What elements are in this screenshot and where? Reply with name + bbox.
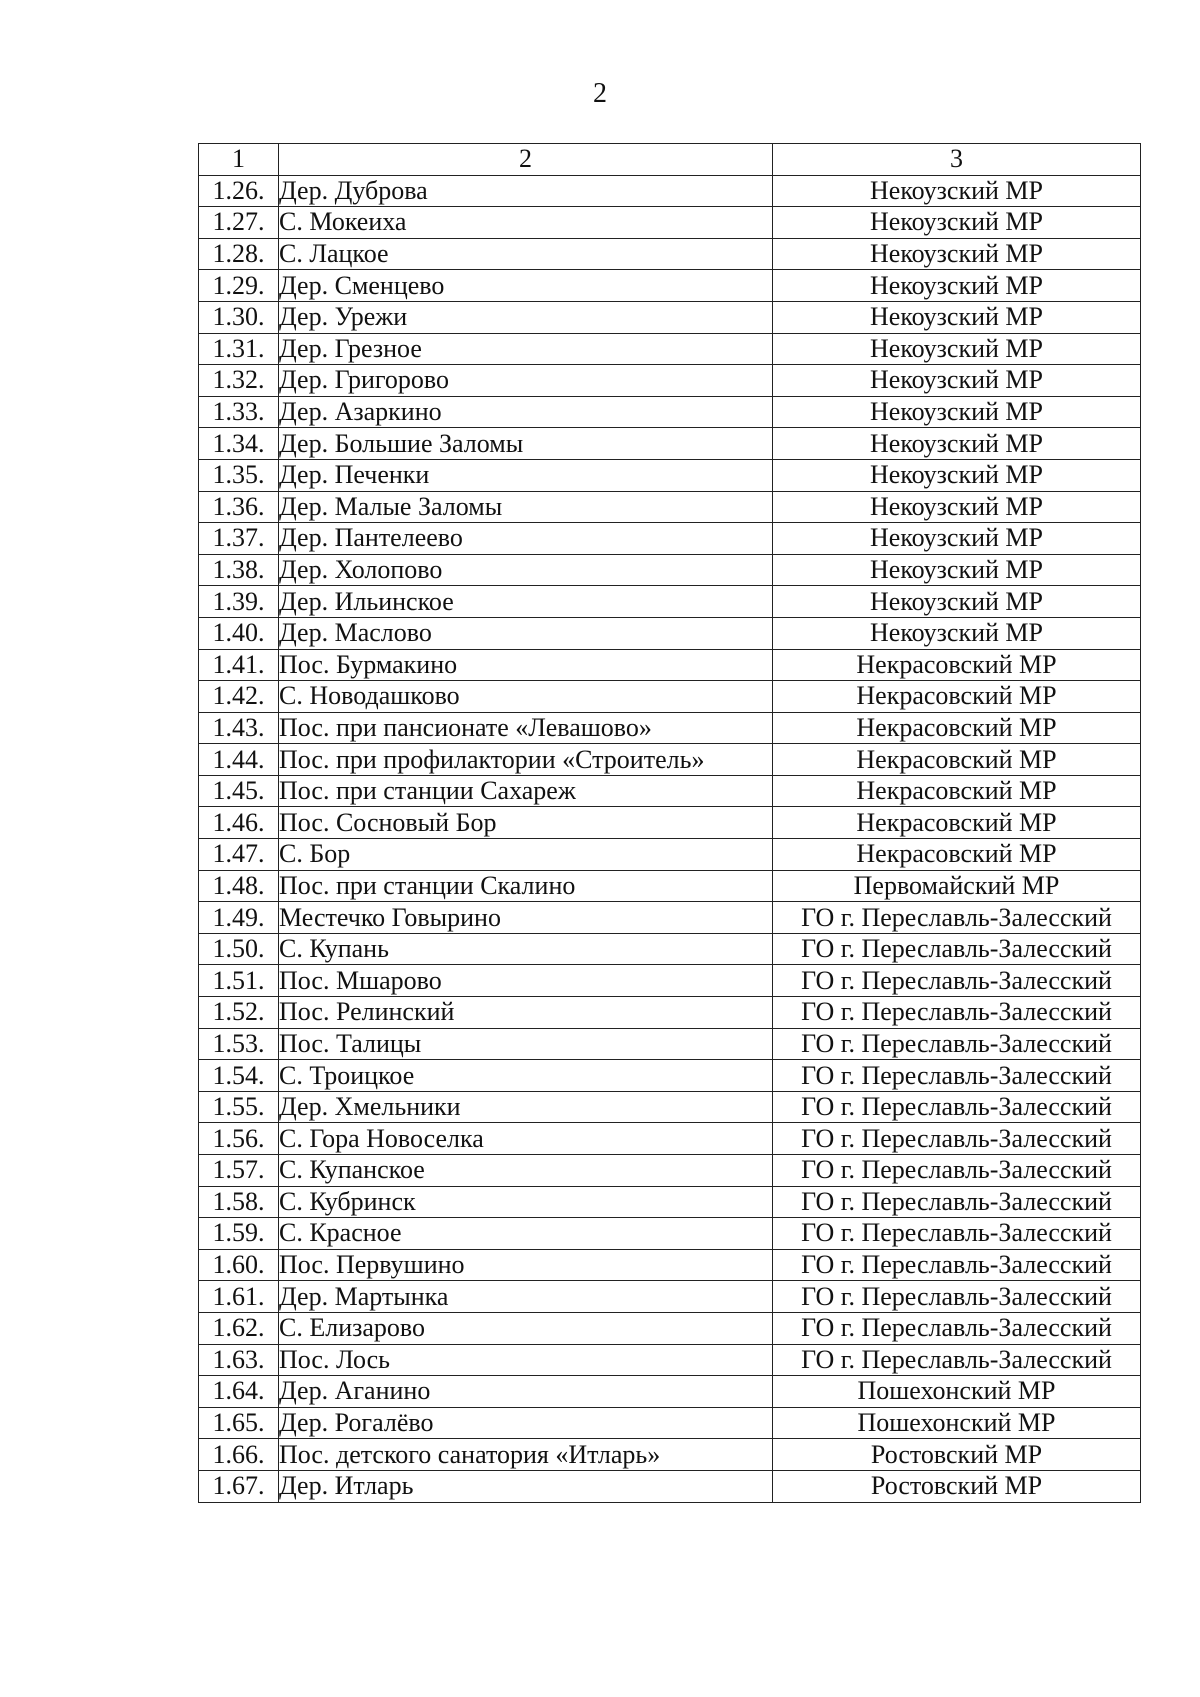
row-number: 1.54. xyxy=(199,1060,279,1092)
district-name: Некоузский МР xyxy=(773,175,1141,207)
settlement-name: Дер. Малые Заломы xyxy=(279,491,773,523)
table-row xyxy=(199,1344,1141,1376)
row-number: 1.42. xyxy=(199,681,279,713)
table-row xyxy=(199,1249,1141,1281)
row-number: 1.33. xyxy=(199,396,279,428)
row-number: 1.52. xyxy=(199,997,279,1029)
district-name: Некоузский МР xyxy=(773,396,1141,428)
settlement-name: С. Купань xyxy=(279,933,773,965)
table-row xyxy=(199,744,1141,776)
table-row xyxy=(199,586,1141,618)
district-name: ГО г. Переславль-Залесский xyxy=(773,933,1141,965)
settlement-name: Дер. Печенки xyxy=(279,459,773,491)
settlement-name: С. Бор xyxy=(279,839,773,871)
header-cell-2: 2 xyxy=(279,144,773,176)
district-name: Некрасовский МР xyxy=(773,649,1141,681)
district-name: ГО г. Переславль-Залесский xyxy=(773,1218,1141,1250)
district-name: ГО г. Переславль-Залесский xyxy=(773,1091,1141,1123)
district-name: Некоузский МР xyxy=(773,617,1141,649)
table-row xyxy=(199,807,1141,839)
row-number: 1.41. xyxy=(199,649,279,681)
table-row xyxy=(199,965,1141,997)
row-number: 1.64. xyxy=(199,1376,279,1408)
row-number: 1.35. xyxy=(199,459,279,491)
row-number: 1.53. xyxy=(199,1028,279,1060)
settlement-name: Пос. Сосновый Бор xyxy=(279,807,773,839)
row-number: 1.46. xyxy=(199,807,279,839)
settlement-name: Пос. при пансионате «Левашово» xyxy=(279,712,773,744)
table-row xyxy=(199,491,1141,523)
settlement-name: С. Красное xyxy=(279,1218,773,1250)
district-name: Некоузский МР xyxy=(773,491,1141,523)
table-row xyxy=(199,1439,1141,1471)
row-number: 1.61. xyxy=(199,1281,279,1313)
settlement-name: Дер. Маслово xyxy=(279,617,773,649)
settlement-name: С. Купанское xyxy=(279,1155,773,1187)
row-number: 1.45. xyxy=(199,775,279,807)
district-name: Некоузский МР xyxy=(773,365,1141,397)
table-row xyxy=(199,554,1141,586)
settlement-name: Пос. Первушино xyxy=(279,1249,773,1281)
table-row xyxy=(199,396,1141,428)
row-number: 1.36. xyxy=(199,491,279,523)
settlement-name: С. Лацкое xyxy=(279,238,773,270)
table-body xyxy=(199,144,1141,1503)
district-name: Некоузский МР xyxy=(773,586,1141,618)
district-name: Ростовский МР xyxy=(773,1439,1141,1471)
row-number: 1.49. xyxy=(199,902,279,934)
row-number: 1.37. xyxy=(199,523,279,555)
row-number: 1.56. xyxy=(199,1123,279,1155)
settlement-name: Дер. Урежи xyxy=(279,301,773,333)
row-number: 1.32. xyxy=(199,365,279,397)
table-row xyxy=(199,1123,1141,1155)
row-number: 1.28. xyxy=(199,238,279,270)
table-row xyxy=(199,617,1141,649)
row-number: 1.29. xyxy=(199,270,279,302)
district-name: Пошехонский МР xyxy=(773,1407,1141,1439)
row-number: 1.40. xyxy=(199,617,279,649)
row-number: 1.27. xyxy=(199,207,279,239)
settlement-name: Пос. Талицы xyxy=(279,1028,773,1060)
district-name: ГО г. Переславль-Залесский xyxy=(773,1312,1141,1344)
row-number: 1.60. xyxy=(199,1249,279,1281)
table-header-row xyxy=(199,144,1141,176)
settlement-name: Пос. Мшарово xyxy=(279,965,773,997)
settlement-name: С. Елизарово xyxy=(279,1312,773,1344)
settlement-name: С. Мокеиха xyxy=(279,207,773,239)
settlement-name: Дер. Хмельники xyxy=(279,1091,773,1123)
district-name: Некрасовский МР xyxy=(773,744,1141,776)
row-number: 1.58. xyxy=(199,1186,279,1218)
settlement-name: Дер. Пантелеево xyxy=(279,523,773,555)
row-number: 1.39. xyxy=(199,586,279,618)
row-number: 1.26. xyxy=(199,175,279,207)
settlement-name: Пос. детского санатория «Итларь» xyxy=(279,1439,773,1471)
row-number: 1.57. xyxy=(199,1155,279,1187)
district-name: Некрасовский МР xyxy=(773,775,1141,807)
table-row xyxy=(199,1281,1141,1313)
settlement-name: Дер. Григорово xyxy=(279,365,773,397)
table-row xyxy=(199,1186,1141,1218)
district-name: ГО г. Переславль-Залесский xyxy=(773,1123,1141,1155)
table-row xyxy=(199,1376,1141,1408)
settlement-name: Пос. при профилактории «Строитель» xyxy=(279,744,773,776)
table-row xyxy=(199,839,1141,871)
district-name: ГО г. Переславль-Залесский xyxy=(773,1186,1141,1218)
row-number: 1.50. xyxy=(199,933,279,965)
district-name: ГО г. Переславль-Залесский xyxy=(773,1060,1141,1092)
settlement-name: Дер. Большие Заломы xyxy=(279,428,773,460)
table-row xyxy=(199,1155,1141,1187)
settlement-name: Пос. Бурмакино xyxy=(279,649,773,681)
settlement-name: Пос. при станции Скалино xyxy=(279,870,773,902)
table-row xyxy=(199,1407,1141,1439)
district-name: ГО г. Переславль-Залесский xyxy=(773,902,1141,934)
district-name: ГО г. Переславль-Залесский xyxy=(773,1155,1141,1187)
district-name: ГО г. Переславль-Залесский xyxy=(773,1249,1141,1281)
table-row xyxy=(199,1470,1141,1502)
district-name: Некоузский МР xyxy=(773,301,1141,333)
district-name: ГО г. Переславль-Залесский xyxy=(773,1344,1141,1376)
row-number: 1.63. xyxy=(199,1344,279,1376)
row-number: 1.67. xyxy=(199,1470,279,1502)
table-row xyxy=(199,207,1141,239)
district-name: ГО г. Переславль-Залесский xyxy=(773,997,1141,1029)
row-number: 1.55. xyxy=(199,1091,279,1123)
table-row xyxy=(199,1218,1141,1250)
settlement-name: Дер. Сменцево xyxy=(279,270,773,302)
table-row xyxy=(199,1060,1141,1092)
settlement-name: С. Новодашково xyxy=(279,681,773,713)
row-number: 1.47. xyxy=(199,839,279,871)
settlement-name: С. Троицкое xyxy=(279,1060,773,1092)
row-number: 1.31. xyxy=(199,333,279,365)
row-number: 1.59. xyxy=(199,1218,279,1250)
district-name: ГО г. Переславль-Залесский xyxy=(773,1028,1141,1060)
district-name: Первомайский МР xyxy=(773,870,1141,902)
settlement-name: Дер. Ильинское xyxy=(279,586,773,618)
table-row xyxy=(199,428,1141,460)
settlement-name: Пос. Лось xyxy=(279,1344,773,1376)
table-row xyxy=(199,649,1141,681)
district-name: Пошехонский МР xyxy=(773,1376,1141,1408)
settlement-name: Дер. Аганино xyxy=(279,1376,773,1408)
row-number: 1.43. xyxy=(199,712,279,744)
district-name: Некоузский МР xyxy=(773,333,1141,365)
settlement-name: Дер. Грезное xyxy=(279,333,773,365)
row-number: 1.34. xyxy=(199,428,279,460)
district-name: Некрасовский МР xyxy=(773,712,1141,744)
district-name: Некоузский МР xyxy=(773,554,1141,586)
district-name: Некоузский МР xyxy=(773,238,1141,270)
table-row xyxy=(199,712,1141,744)
row-number: 1.65. xyxy=(199,1407,279,1439)
district-name: Ростовский МР xyxy=(773,1470,1141,1502)
row-number: 1.51. xyxy=(199,965,279,997)
table-row xyxy=(199,270,1141,302)
settlement-name: С. Кубринск xyxy=(279,1186,773,1218)
settlement-name: Местечко Говырино xyxy=(279,902,773,934)
settlement-name: С. Гора Новоселка xyxy=(279,1123,773,1155)
page-number: 2 xyxy=(593,78,607,109)
district-name: Некрасовский МР xyxy=(773,839,1141,871)
header-cell-3: 3 xyxy=(773,144,1141,176)
row-number: 1.38. xyxy=(199,554,279,586)
settlement-name: Дер. Дуброва xyxy=(279,175,773,207)
table-row xyxy=(199,997,1141,1029)
table-row xyxy=(199,933,1141,965)
settlement-name: Дер. Рогалёво xyxy=(279,1407,773,1439)
district-name: ГО г. Переславль-Залесский xyxy=(773,1281,1141,1313)
settlement-name: Дер. Мартынка xyxy=(279,1281,773,1313)
header-cell-1: 1 xyxy=(199,144,279,176)
table-row xyxy=(199,459,1141,491)
settlements-table xyxy=(198,143,1141,1503)
table-row xyxy=(199,365,1141,397)
settlement-name: Дер. Итларь xyxy=(279,1470,773,1502)
district-name: Некоузский МР xyxy=(773,207,1141,239)
table-row xyxy=(199,1028,1141,1060)
settlement-name: Дер. Азаркино xyxy=(279,396,773,428)
settlement-name: Пос. при станции Сахареж xyxy=(279,775,773,807)
row-number: 1.48. xyxy=(199,870,279,902)
district-name: Некоузский МР xyxy=(773,459,1141,491)
district-name: Некрасовский МР xyxy=(773,681,1141,713)
table-row xyxy=(199,902,1141,934)
table-row xyxy=(199,775,1141,807)
table-row xyxy=(199,870,1141,902)
table-row xyxy=(199,175,1141,207)
row-number: 1.62. xyxy=(199,1312,279,1344)
table-row xyxy=(199,301,1141,333)
district-name: Некрасовский МР xyxy=(773,807,1141,839)
settlement-name: Пос. Релинский xyxy=(279,997,773,1029)
table-row xyxy=(199,333,1141,365)
table-row xyxy=(199,1091,1141,1123)
table-row xyxy=(199,681,1141,713)
table-row xyxy=(199,1312,1141,1344)
row-number: 1.30. xyxy=(199,301,279,333)
table-row xyxy=(199,523,1141,555)
row-number: 1.44. xyxy=(199,744,279,776)
district-name: Некоузский МР xyxy=(773,270,1141,302)
settlement-name: Дер. Холопово xyxy=(279,554,773,586)
row-number: 1.66. xyxy=(199,1439,279,1471)
district-name: Некоузский МР xyxy=(773,523,1141,555)
district-name: ГО г. Переславль-Залесский xyxy=(773,965,1141,997)
district-name: Некоузский МР xyxy=(773,428,1141,460)
table-row xyxy=(199,238,1141,270)
